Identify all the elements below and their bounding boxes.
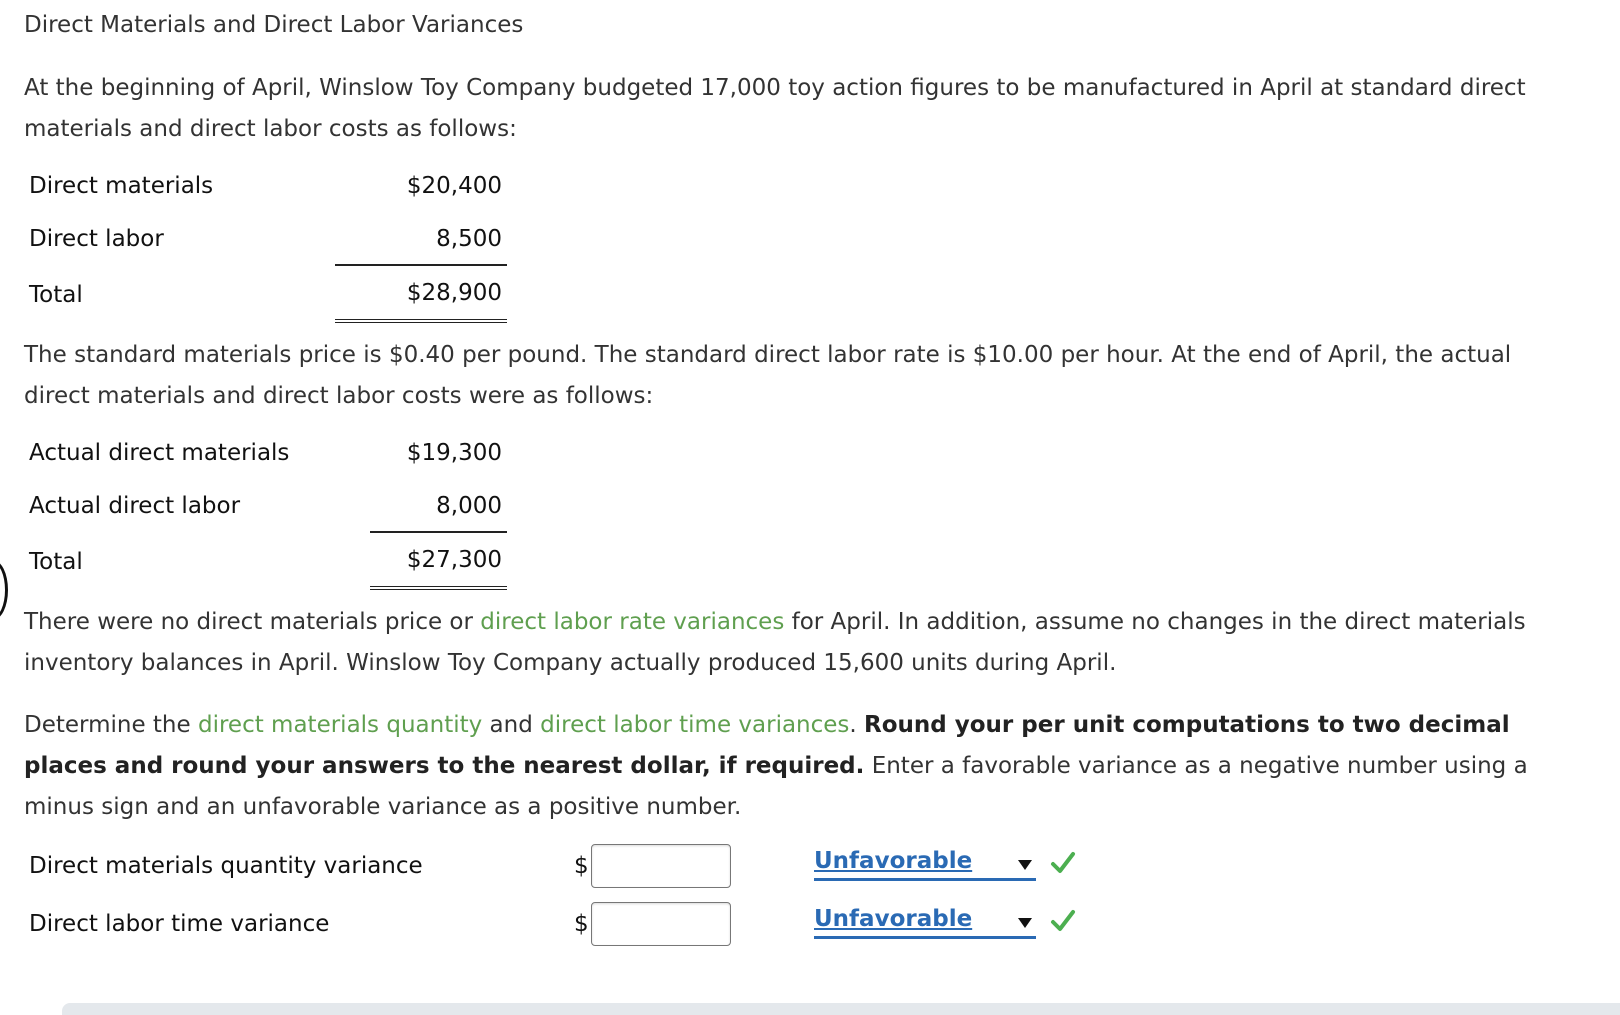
select-value: Unfavorable: [814, 906, 973, 932]
total-double-rule: [335, 319, 507, 323]
materials-quantity-variance-input[interactable]: [591, 844, 731, 888]
actual-row-value: $27,300: [406, 547, 502, 573]
actual-row-label: Total: [29, 549, 83, 575]
currency-symbol: $: [574, 911, 589, 937]
check-icon: [1050, 850, 1076, 876]
instructions-paragraph: [24, 705, 1584, 828]
rounding-instruction: Round your per unit computations to two decimal places and round your answers to the nearest dollar, if required.: [24, 712, 1510, 779]
glossary-link-direct-materials-quantity[interactable]: direct materials quantity: [197, 712, 483, 738]
budget-row-value: $20,400: [406, 173, 502, 199]
actual-row-value: 8,000: [436, 493, 502, 519]
actual-row-value: $19,300: [406, 440, 502, 466]
text-run: Determine the: [24, 712, 198, 738]
no-variance-paragraph: [24, 602, 1584, 684]
glossary-link-direct-labor-rate-variances[interactable]: direct labor rate variances: [480, 609, 785, 635]
standards-paragraph: The standard materials price is $0.40 per pound. The standard direct labor rate is $10.00 per hour. At the end of April, the actual direct materials and direct labor costs were as follows:: [24, 342, 1512, 409]
text-run: for April. In addition, assume no changes in the direct materials inventory balances in April. Winslow Toy Company actually produced 15,600 units during April.: [24, 609, 1526, 676]
intro-paragraph: At the beginning of April, Winslow Toy Company budgeted 17,000 toy action figures to be manufactured in April at standard direct materials and direct labor costs as follows:: [24, 75, 1526, 142]
text-run: Enter a favorable variance as a negative number using a minus sign and an unfavorable variance as a positive number.: [24, 753, 1528, 820]
page-title: Direct Materials and Direct Labor Variances: [24, 12, 524, 38]
edge-fragment: [0, 560, 8, 620]
labor-variance-type-select[interactable]: [814, 906, 1036, 939]
materials-variance-type-select[interactable]: [814, 848, 1036, 881]
text-run: .: [849, 712, 865, 738]
select-value: Unfavorable: [814, 848, 973, 874]
budget-row-label: Direct labor: [29, 226, 164, 252]
budget-row-label: Total: [29, 282, 83, 308]
text-run: There were no direct materials price or: [24, 609, 481, 635]
budget-row-value: 8,500: [436, 226, 502, 252]
actual-row-label: Actual direct labor: [29, 493, 241, 519]
labor-time-variance-input[interactable]: [591, 902, 731, 946]
chevron-down-icon: [1018, 918, 1032, 928]
answer-label: Direct materials quantity variance: [29, 853, 423, 879]
actual-row-label: Actual direct materials: [29, 440, 290, 466]
footer-panel-edge: [62, 1003, 1620, 1015]
subtotal-rule: [335, 264, 507, 266]
subtotal-rule: [370, 531, 507, 533]
answer-label: Direct labor time variance: [29, 911, 330, 937]
total-double-rule: [370, 586, 507, 590]
budget-row-label: Direct materials: [29, 173, 214, 199]
glossary-link-direct-labor-time-variances[interactable]: direct labor time variances: [540, 712, 850, 738]
currency-symbol: $: [574, 853, 589, 879]
check-icon: [1050, 908, 1076, 934]
chevron-down-icon: [1018, 860, 1032, 870]
budget-row-value: $28,900: [406, 280, 502, 306]
text-run: and: [482, 712, 541, 738]
